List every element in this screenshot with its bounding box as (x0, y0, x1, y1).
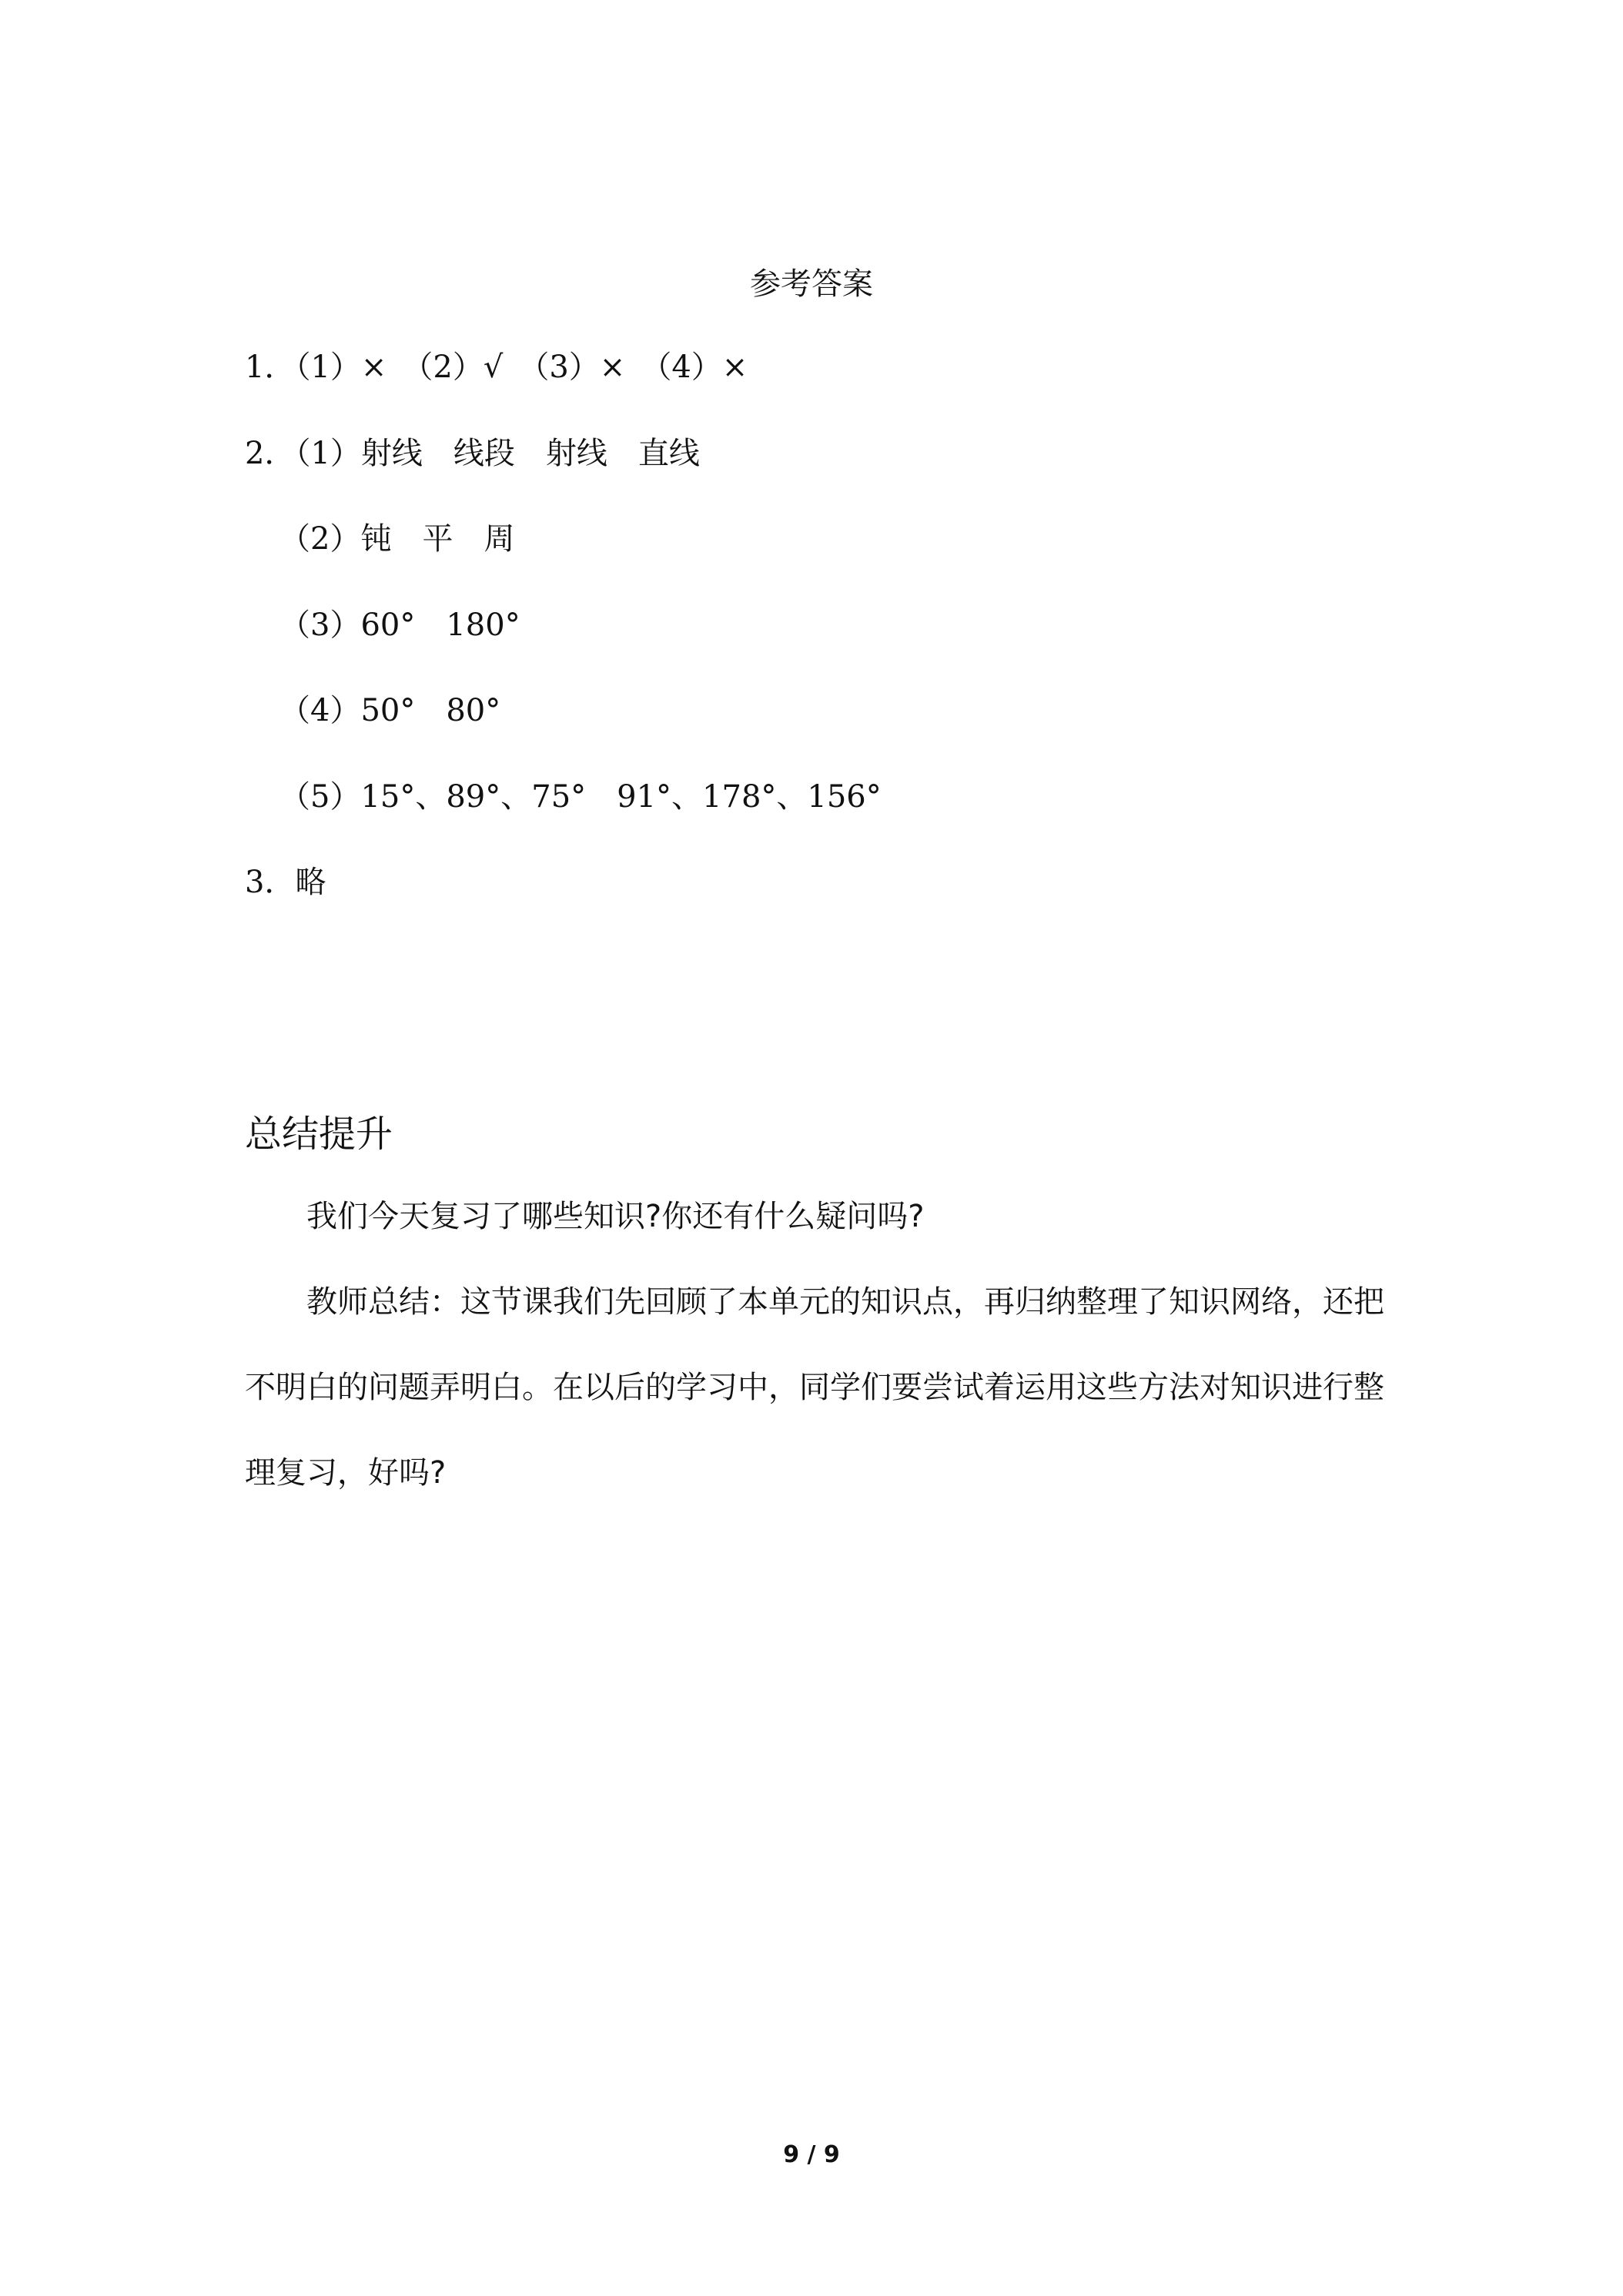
answers-title: 参考答案 (750, 266, 873, 302)
answer-q1: 1．（1）× （2）√ （3）× （4）× (245, 350, 748, 385)
answer-q3: 3．略 (245, 865, 326, 900)
summary-paragraph-1 (245, 1174, 1384, 1260)
page-number: 9 / 9 (783, 2141, 840, 2168)
answer-q2-3: （3）60° 180° (279, 607, 520, 643)
summary-paragraph-1-text: 我们今天复习了哪些知识?你还有什么疑问吗? (306, 1199, 925, 1234)
answer-q2-5: （5）15°、89°、75° 91°、178°、156° (279, 779, 882, 815)
summary-heading: 总结提升 (245, 1113, 393, 1156)
answer-q2-4: （4）50° 80° (279, 693, 501, 728)
summary-paragraph-2-text: 教师总结：这节课我们先回顾了本单元的知识点，再归纳整理了知识网络，还把不明白的问题弄明白。在以后的学习中，同学们要尝试着运用这些方法对知识进行整理复习，好吗? (245, 1284, 1384, 1491)
summary-paragraph-2 (245, 1260, 1384, 1516)
answer-q2-1: 2．（1）射线 线段 射线 直线 (245, 436, 700, 471)
answer-q2-2: （2）钝 平 周 (279, 521, 515, 557)
